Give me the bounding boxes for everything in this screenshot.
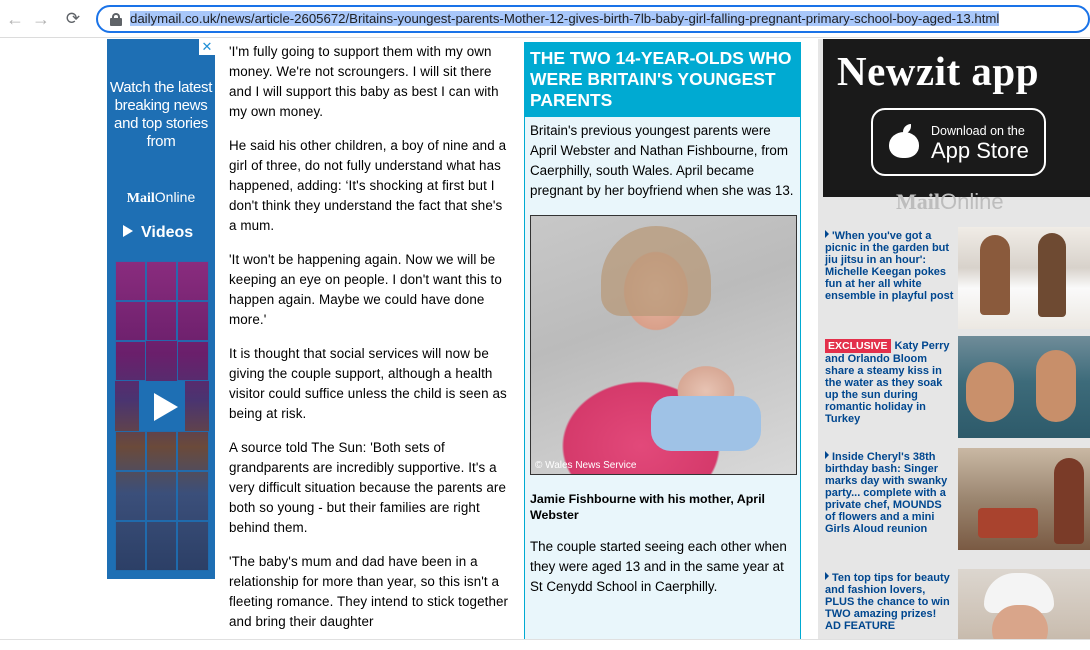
article-paragraph: 'The baby's mum and dad have been in a relationship for more than year, so this isn't a fleeting romance. They intend to stick together and bring their daughter <box>229 554 509 629</box>
article-body <box>229 42 511 646</box>
left-video-ad[interactable] <box>107 39 215 579</box>
browser-toolbar <box>0 0 1090 38</box>
exclusive-badge: EXCLUSIVE <box>825 339 891 353</box>
article-paragraph: 'I'm fully going to support them with my own money. We're not scroungers. I will sit there and I will support this baby as best I can with my own money. <box>229 44 499 119</box>
sidebar-story[interactable] <box>818 448 1090 550</box>
app-store-button[interactable] <box>871 108 1046 176</box>
sidebar-story[interactable] <box>818 227 1090 329</box>
story-thumbnail[interactable] <box>958 227 1090 329</box>
play-icon <box>154 393 178 421</box>
play-arrow-icon <box>123 225 133 237</box>
story-thumbnail[interactable] <box>958 336 1090 438</box>
lock-icon[interactable] <box>110 13 122 25</box>
right-sidebar <box>818 39 1090 650</box>
story-thumbnail[interactable] <box>958 569 1090 650</box>
fact-box-intro: Britain's previous youngest parents were April Webster and Nathan Fishbourne, from Caerphilly, south Wales. April became pregnant by her boyfriend when she was 13. <box>530 123 794 198</box>
fact-box-outro: The couple started seeing each other when they were aged 13 and in the same year at St Cenydd School in Caerphilly. <box>530 539 787 594</box>
arrow-icon <box>825 451 829 459</box>
article-paragraph: A source told The Sun: 'Both sets of grandparents are incredibly supportive. It's a very difficult situation because the parents are both so young - but their families are right behind them. <box>229 440 506 535</box>
newzit-app-ad[interactable] <box>823 39 1090 197</box>
arrow-icon <box>825 572 829 580</box>
story-thumbnail[interactable] <box>958 448 1090 550</box>
fact-box-title: THE TWO 14-YEAR-OLDS WHO WERE BRITAIN'S YOUNGEST PARENTS <box>525 43 800 117</box>
apple-icon <box>889 124 919 158</box>
page-bottom-edge <box>0 639 1090 650</box>
arrow-icon <box>825 230 829 238</box>
ad-feature-label: AD FEATURE <box>825 620 896 632</box>
forward-arrow-icon[interactable]: → <box>32 9 50 29</box>
store-big-text: App Store <box>931 138 1029 163</box>
article-paragraph: He said his other children, a boy of nine and a girl of three, do not fully understand what has happened, adding: ‘It's shocking at first but I don't think they understand the fact that she's a mum. <box>229 138 507 233</box>
photo-credit: © Wales News Service <box>535 460 637 471</box>
video-play-button[interactable] <box>139 381 185 431</box>
sidebar-story[interactable] <box>818 569 1090 650</box>
story-headline[interactable]: 'When you've got a picnic in the garden but jiu jitsu in an hour': Michelle Keegan pokes fun at her all white ensemble in playful post <box>825 230 954 302</box>
article-photo[interactable] <box>530 215 797 475</box>
sidebar-story[interactable] <box>818 336 1090 438</box>
story-headline[interactable]: EXCLUSIVE Katy Perry and Orlando Bloom share a steamy kiss in the water as they soak up the sun during romantic holiday in Turkey <box>825 340 950 425</box>
reload-icon[interactable]: ⟳ <box>65 9 81 28</box>
photo-caption: Jamie Fishbourne with his mother, April Webster <box>530 492 765 522</box>
newzit-title: Newzit app <box>837 48 1040 94</box>
mail-online-logo: MailOnline <box>896 189 1004 214</box>
ad-close-icon[interactable]: ✕ <box>199 39 215 55</box>
story-headline[interactable]: Inside Cheryl's 38th birthday bash: Singer marks day with swanky party... complete with a private chef, MOUNDS of flowers and a mini Girls Aloud reunion <box>825 451 948 535</box>
article-paragraph: It is thought that social services will now be giving the couple support, although a health visitor could suffice unless the child is seen as being at risk. <box>229 346 507 421</box>
videos-link[interactable]: Videos <box>123 224 193 242</box>
store-small-text: Download on the <box>931 124 1025 138</box>
url-text[interactable]: dailymail.co.uk/news/article-2605672/Britains-youngest-parents-Mother-12-gives-birth-7lb-baby-girl-falling-pregnant-primary-school-boy-aged-13.html <box>130 11 1000 26</box>
ad-promo-text: Watch the latest breaking news and top stories from <box>109 79 213 150</box>
address-bar[interactable] <box>96 5 1090 33</box>
ad-video-thumbnail-grid[interactable] <box>115 261 209 571</box>
mail-online-logo: MailOnline <box>126 189 196 206</box>
fact-box <box>524 42 801 650</box>
article-paragraph: 'It won't be happening again. Now we will be keeping an eye on people. I don't want this to happen again. Maybe we could have done more.' <box>229 252 502 327</box>
back-arrow-icon[interactable]: ← <box>6 9 24 29</box>
story-headline[interactable]: Ten top tips for beauty and fashion lovers, PLUS the chance to win TWO amazing prizes! AD FEATURE <box>825 572 950 632</box>
